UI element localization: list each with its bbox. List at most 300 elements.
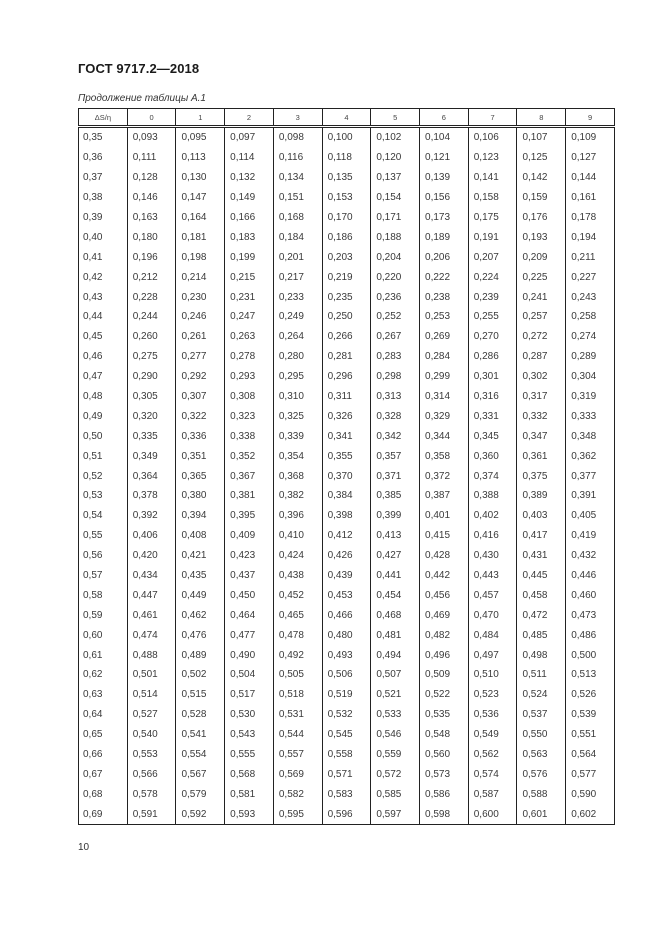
table-cell: 0,211	[566, 247, 615, 267]
table-cell: 0,456	[420, 585, 469, 605]
row-label-cell: 0,49	[79, 406, 128, 426]
table-cell: 0,532	[322, 705, 371, 725]
table-cell: 0,339	[273, 426, 322, 446]
row-label-cell: 0,39	[79, 208, 128, 228]
table-cell: 0,489	[176, 645, 225, 665]
column-header-4: 4	[322, 109, 371, 127]
table-cell: 0,567	[176, 765, 225, 785]
table-cell: 0,302	[517, 367, 566, 387]
table-cell: 0,593	[225, 804, 274, 824]
table-cell: 0,214	[176, 267, 225, 287]
table-cell: 0,527	[127, 705, 176, 725]
table-cell: 0,194	[566, 227, 615, 247]
page-number: 10	[78, 842, 90, 853]
table-cell: 0,166	[225, 208, 274, 228]
table-cell: 0,488	[127, 645, 176, 665]
table-cell: 0,578	[127, 784, 176, 804]
table-cell: 0,406	[127, 526, 176, 546]
row-label-cell: 0,54	[79, 506, 128, 526]
table-cell: 0,186	[322, 227, 371, 247]
row-label-cell: 0,68	[79, 784, 128, 804]
table-cell: 0,553	[127, 745, 176, 765]
table-cell: 0,543	[225, 725, 274, 745]
table-cell: 0,405	[566, 506, 615, 526]
table-cell: 0,380	[176, 486, 225, 506]
table-cell: 0,533	[371, 705, 420, 725]
table-row	[79, 765, 615, 785]
table-cell: 0,539	[566, 705, 615, 725]
column-header-5: 5	[371, 109, 420, 127]
row-label-cell: 0,47	[79, 367, 128, 387]
row-label-cell: 0,46	[79, 347, 128, 367]
table-cell: 0,203	[322, 247, 371, 267]
table-cell: 0,173	[420, 208, 469, 228]
table-cell: 0,480	[322, 625, 371, 645]
table-cell: 0,403	[517, 506, 566, 526]
table-cell: 0,341	[322, 426, 371, 446]
table-cell: 0,161	[566, 188, 615, 208]
table-cell: 0,272	[517, 327, 566, 347]
column-header-6: 6	[420, 109, 469, 127]
table-cell: 0,470	[468, 605, 517, 625]
table-cell: 0,159	[517, 188, 566, 208]
table-cell: 0,362	[566, 446, 615, 466]
table-cell: 0,557	[273, 745, 322, 765]
row-label-cell: 0,61	[79, 645, 128, 665]
table-cell: 0,236	[371, 287, 420, 307]
table-cell: 0,370	[322, 466, 371, 486]
table-cell: 0,501	[127, 665, 176, 685]
row-label-cell: 0,38	[79, 188, 128, 208]
table-cell: 0,093	[127, 127, 176, 148]
table-cell: 0,596	[322, 804, 371, 824]
table-cell: 0,225	[517, 267, 566, 287]
table-cell: 0,357	[371, 446, 420, 466]
table-cell: 0,149	[225, 188, 274, 208]
table-cell: 0,401	[420, 506, 469, 526]
table-cell: 0,540	[127, 725, 176, 745]
table-cell: 0,365	[176, 466, 225, 486]
row-label-cell: 0,35	[79, 127, 128, 148]
table-cell: 0,142	[517, 168, 566, 188]
table-cell: 0,308	[225, 387, 274, 407]
table-cell: 0,325	[273, 406, 322, 426]
table-cell: 0,375	[517, 466, 566, 486]
table-cell: 0,541	[176, 725, 225, 745]
row-label-cell: 0,62	[79, 665, 128, 685]
table-header-row	[79, 109, 615, 127]
table-cell: 0,104	[420, 127, 469, 148]
table-cell: 0,299	[420, 367, 469, 387]
table-cell: 0,562	[468, 745, 517, 765]
table-cell: 0,441	[371, 566, 420, 586]
table-cell: 0,521	[371, 685, 420, 705]
table-cell: 0,371	[371, 466, 420, 486]
table-row	[79, 526, 615, 546]
table-row	[79, 645, 615, 665]
table-cell: 0,147	[176, 188, 225, 208]
column-header-8: 8	[517, 109, 566, 127]
table-cell: 0,486	[566, 625, 615, 645]
table-cell: 0,351	[176, 446, 225, 466]
row-label-cell: 0,44	[79, 307, 128, 327]
table-cell: 0,546	[371, 725, 420, 745]
table-cell: 0,374	[468, 466, 517, 486]
table-cell: 0,270	[468, 327, 517, 347]
table-row	[79, 625, 615, 645]
table-cell: 0,222	[420, 267, 469, 287]
table-cell: 0,141	[468, 168, 517, 188]
table-cell: 0,582	[273, 784, 322, 804]
table-cell: 0,280	[273, 347, 322, 367]
table-cell: 0,423	[225, 546, 274, 566]
table-cell: 0,249	[273, 307, 322, 327]
table-cell: 0,212	[127, 267, 176, 287]
table-cell: 0,509	[420, 665, 469, 685]
table-row	[79, 426, 615, 446]
table-cell: 0,233	[273, 287, 322, 307]
table-cell: 0,535	[420, 705, 469, 725]
table-cell: 0,227	[566, 267, 615, 287]
table-cell: 0,204	[371, 247, 420, 267]
table-cell: 0,506	[322, 665, 371, 685]
table-cell: 0,201	[273, 247, 322, 267]
table-cell: 0,267	[371, 327, 420, 347]
table-cell: 0,292	[176, 367, 225, 387]
table-cell: 0,317	[517, 387, 566, 407]
table-cell: 0,335	[127, 426, 176, 446]
column-header-9: 9	[566, 109, 615, 127]
table-cell: 0,571	[322, 765, 371, 785]
table-cell: 0,598	[420, 804, 469, 824]
table-cell: 0,434	[127, 566, 176, 586]
table-cell: 0,528	[176, 705, 225, 725]
table-cell: 0,494	[371, 645, 420, 665]
table-cell: 0,409	[225, 526, 274, 546]
table-cell: 0,484	[468, 625, 517, 645]
table-cell: 0,522	[420, 685, 469, 705]
table-row	[79, 605, 615, 625]
table-cell: 0,338	[225, 426, 274, 446]
table-body	[79, 127, 615, 825]
table-cell: 0,329	[420, 406, 469, 426]
table-cell: 0,500	[566, 645, 615, 665]
table-cell: 0,398	[322, 506, 371, 526]
table-cell: 0,537	[517, 705, 566, 725]
table-cell: 0,333	[566, 406, 615, 426]
table-cell: 0,134	[273, 168, 322, 188]
table-cell: 0,452	[273, 585, 322, 605]
table-cell: 0,550	[517, 725, 566, 745]
table-cell: 0,100	[322, 127, 371, 148]
table-cell: 0,183	[225, 227, 274, 247]
table-cell: 0,153	[322, 188, 371, 208]
table-cell: 0,313	[371, 387, 420, 407]
table-cell: 0,244	[127, 307, 176, 327]
table-cell: 0,457	[468, 585, 517, 605]
table-cell: 0,284	[420, 347, 469, 367]
table-cell: 0,566	[127, 765, 176, 785]
table-cell: 0,419	[566, 526, 615, 546]
table-cell: 0,311	[322, 387, 371, 407]
table-cell: 0,431	[517, 546, 566, 566]
table-cell: 0,548	[420, 725, 469, 745]
table-cell: 0,305	[127, 387, 176, 407]
table-cell: 0,209	[517, 247, 566, 267]
table-cell: 0,446	[566, 566, 615, 586]
table-cell: 0,277	[176, 347, 225, 367]
table-cell: 0,426	[322, 546, 371, 566]
table-cell: 0,314	[420, 387, 469, 407]
table-cell: 0,354	[273, 446, 322, 466]
table-cell: 0,367	[225, 466, 274, 486]
table-cell: 0,469	[420, 605, 469, 625]
table-cell: 0,518	[273, 685, 322, 705]
table-cell: 0,493	[322, 645, 371, 665]
table-row	[79, 745, 615, 765]
table-cell: 0,465	[273, 605, 322, 625]
table-cell: 0,530	[225, 705, 274, 725]
table-cell: 0,266	[322, 327, 371, 347]
table-cell: 0,536	[468, 705, 517, 725]
table-row	[79, 208, 615, 228]
table-cell: 0,517	[225, 685, 274, 705]
table-cell: 0,095	[176, 127, 225, 148]
table-cell: 0,139	[420, 168, 469, 188]
table-cell: 0,497	[468, 645, 517, 665]
table-cell: 0,154	[371, 188, 420, 208]
table-cell: 0,102	[371, 127, 420, 148]
table-cell: 0,125	[517, 148, 566, 168]
table-cell: 0,482	[420, 625, 469, 645]
table-cell: 0,364	[127, 466, 176, 486]
table-cell: 0,590	[566, 784, 615, 804]
table-cell: 0,502	[176, 665, 225, 685]
table-row	[79, 247, 615, 267]
table-cell: 0,391	[566, 486, 615, 506]
table-cell: 0,132	[225, 168, 274, 188]
table-cell: 0,219	[322, 267, 371, 287]
table-cell: 0,437	[225, 566, 274, 586]
table-cell: 0,368	[273, 466, 322, 486]
table-cell: 0,293	[225, 367, 274, 387]
table-cell: 0,111	[127, 148, 176, 168]
table-cell: 0,118	[322, 148, 371, 168]
table-cell: 0,384	[322, 486, 371, 506]
table-cell: 0,498	[517, 645, 566, 665]
table-cell: 0,396	[273, 506, 322, 526]
table-cell: 0,545	[322, 725, 371, 745]
table-cell: 0,424	[273, 546, 322, 566]
table-cell: 0,466	[322, 605, 371, 625]
column-header-1: 1	[176, 109, 225, 127]
table-cell: 0,269	[420, 327, 469, 347]
table-cell: 0,432	[566, 546, 615, 566]
table-cell: 0,474	[127, 625, 176, 645]
table-cell: 0,478	[273, 625, 322, 645]
table-cell: 0,586	[420, 784, 469, 804]
table-cell: 0,439	[322, 566, 371, 586]
row-label-cell: 0,52	[79, 466, 128, 486]
table-cell: 0,573	[420, 765, 469, 785]
table-cell: 0,551	[566, 725, 615, 745]
table-cell: 0,583	[322, 784, 371, 804]
table-cell: 0,164	[176, 208, 225, 228]
table-cell: 0,120	[371, 148, 420, 168]
table-cell: 0,417	[517, 526, 566, 546]
document-title: ГОСТ 9717.2—2018	[78, 61, 200, 76]
table-row	[79, 387, 615, 407]
table-cell: 0,555	[225, 745, 274, 765]
table-cell: 0,360	[468, 446, 517, 466]
row-label-cell: 0,56	[79, 546, 128, 566]
table-cell: 0,274	[566, 327, 615, 347]
table-row	[79, 546, 615, 566]
table-row	[79, 566, 615, 586]
table-row	[79, 148, 615, 168]
table-cell: 0,476	[176, 625, 225, 645]
table-cell: 0,576	[517, 765, 566, 785]
table-cell: 0,304	[566, 367, 615, 387]
table-cell: 0,332	[517, 406, 566, 426]
table-cell: 0,260	[127, 327, 176, 347]
table-cell: 0,310	[273, 387, 322, 407]
table-cell: 0,207	[468, 247, 517, 267]
table-cell: 0,355	[322, 446, 371, 466]
table-cell: 0,410	[273, 526, 322, 546]
table-cell: 0,163	[127, 208, 176, 228]
row-label-cell: 0,65	[79, 725, 128, 745]
table-cell: 0,447	[127, 585, 176, 605]
row-label-cell: 0,40	[79, 227, 128, 247]
column-header-2: 2	[225, 109, 274, 127]
row-label-cell: 0,43	[79, 287, 128, 307]
table-cell: 0,395	[225, 506, 274, 526]
table-cell: 0,427	[371, 546, 420, 566]
table-cell: 0,257	[517, 307, 566, 327]
table-cell: 0,247	[225, 307, 274, 327]
table-cell: 0,189	[420, 227, 469, 247]
table-cell: 0,206	[420, 247, 469, 267]
table-cell: 0,156	[420, 188, 469, 208]
table-cell: 0,130	[176, 168, 225, 188]
table-cell: 0,290	[127, 367, 176, 387]
table-cell: 0,235	[322, 287, 371, 307]
table-cell: 0,252	[371, 307, 420, 327]
table-cell: 0,316	[468, 387, 517, 407]
table-cell: 0,549	[468, 725, 517, 745]
row-label-cell: 0,66	[79, 745, 128, 765]
table-cell: 0,283	[371, 347, 420, 367]
table-cell: 0,319	[566, 387, 615, 407]
table-cell: 0,151	[273, 188, 322, 208]
table-cell: 0,563	[517, 745, 566, 765]
table-cell: 0,168	[273, 208, 322, 228]
table-cell: 0,220	[371, 267, 420, 287]
table-cell: 0,592	[176, 804, 225, 824]
table-cell: 0,600	[468, 804, 517, 824]
table-cell: 0,372	[420, 466, 469, 486]
table-cell: 0,558	[322, 745, 371, 765]
table-cell: 0,326	[322, 406, 371, 426]
table-cell: 0,560	[420, 745, 469, 765]
table-row	[79, 665, 615, 685]
table-cell: 0,399	[371, 506, 420, 526]
table-cell: 0,574	[468, 765, 517, 785]
table-cell: 0,121	[420, 148, 469, 168]
table-cell: 0,184	[273, 227, 322, 247]
column-header-7: 7	[468, 109, 517, 127]
table-cell: 0,345	[468, 426, 517, 446]
table-cell: 0,217	[273, 267, 322, 287]
table-cell: 0,113	[176, 148, 225, 168]
table-row	[79, 406, 615, 426]
row-label-cell: 0,60	[79, 625, 128, 645]
table-cell: 0,146	[127, 188, 176, 208]
table-cell: 0,385	[371, 486, 420, 506]
table-row	[79, 168, 615, 188]
table-cell: 0,515	[176, 685, 225, 705]
table-cell: 0,510	[468, 665, 517, 685]
table-cell: 0,109	[566, 127, 615, 148]
table-row	[79, 784, 615, 804]
table-cell: 0,438	[273, 566, 322, 586]
table-cell: 0,127	[566, 148, 615, 168]
table-cell: 0,377	[566, 466, 615, 486]
table-cell: 0,505	[273, 665, 322, 685]
table-cell: 0,097	[225, 127, 274, 148]
table-cell: 0,490	[225, 645, 274, 665]
table-cell: 0,544	[273, 725, 322, 745]
table-cell: 0,298	[371, 367, 420, 387]
table-cell: 0,526	[566, 685, 615, 705]
table-cell: 0,224	[468, 267, 517, 287]
table-cell: 0,460	[566, 585, 615, 605]
table-cell: 0,413	[371, 526, 420, 546]
table-cell: 0,430	[468, 546, 517, 566]
table-cell: 0,420	[127, 546, 176, 566]
table-cell: 0,453	[322, 585, 371, 605]
table-cell: 0,323	[225, 406, 274, 426]
table-cell: 0,176	[517, 208, 566, 228]
table-cell: 0,123	[468, 148, 517, 168]
table-cell: 0,098	[273, 127, 322, 148]
table-row	[79, 506, 615, 526]
table-cell: 0,591	[127, 804, 176, 824]
table-cell: 0,144	[566, 168, 615, 188]
table-cell: 0,416	[468, 526, 517, 546]
table-cell: 0,587	[468, 784, 517, 804]
table-row	[79, 705, 615, 725]
table-row	[79, 307, 615, 327]
table-cell: 0,301	[468, 367, 517, 387]
row-label-cell: 0,37	[79, 168, 128, 188]
table-cell: 0,246	[176, 307, 225, 327]
table-cell: 0,458	[517, 585, 566, 605]
table-cell: 0,568	[225, 765, 274, 785]
table-cell: 0,275	[127, 347, 176, 367]
table-cell: 0,344	[420, 426, 469, 446]
table-cell: 0,378	[127, 486, 176, 506]
table-cell: 0,106	[468, 127, 517, 148]
table-cell: 0,485	[517, 625, 566, 645]
table-cell: 0,348	[566, 426, 615, 446]
column-header-3: 3	[273, 109, 322, 127]
table-row	[79, 188, 615, 208]
table-cell: 0,387	[420, 486, 469, 506]
table-cell: 0,171	[371, 208, 420, 228]
table-cell: 0,250	[322, 307, 371, 327]
